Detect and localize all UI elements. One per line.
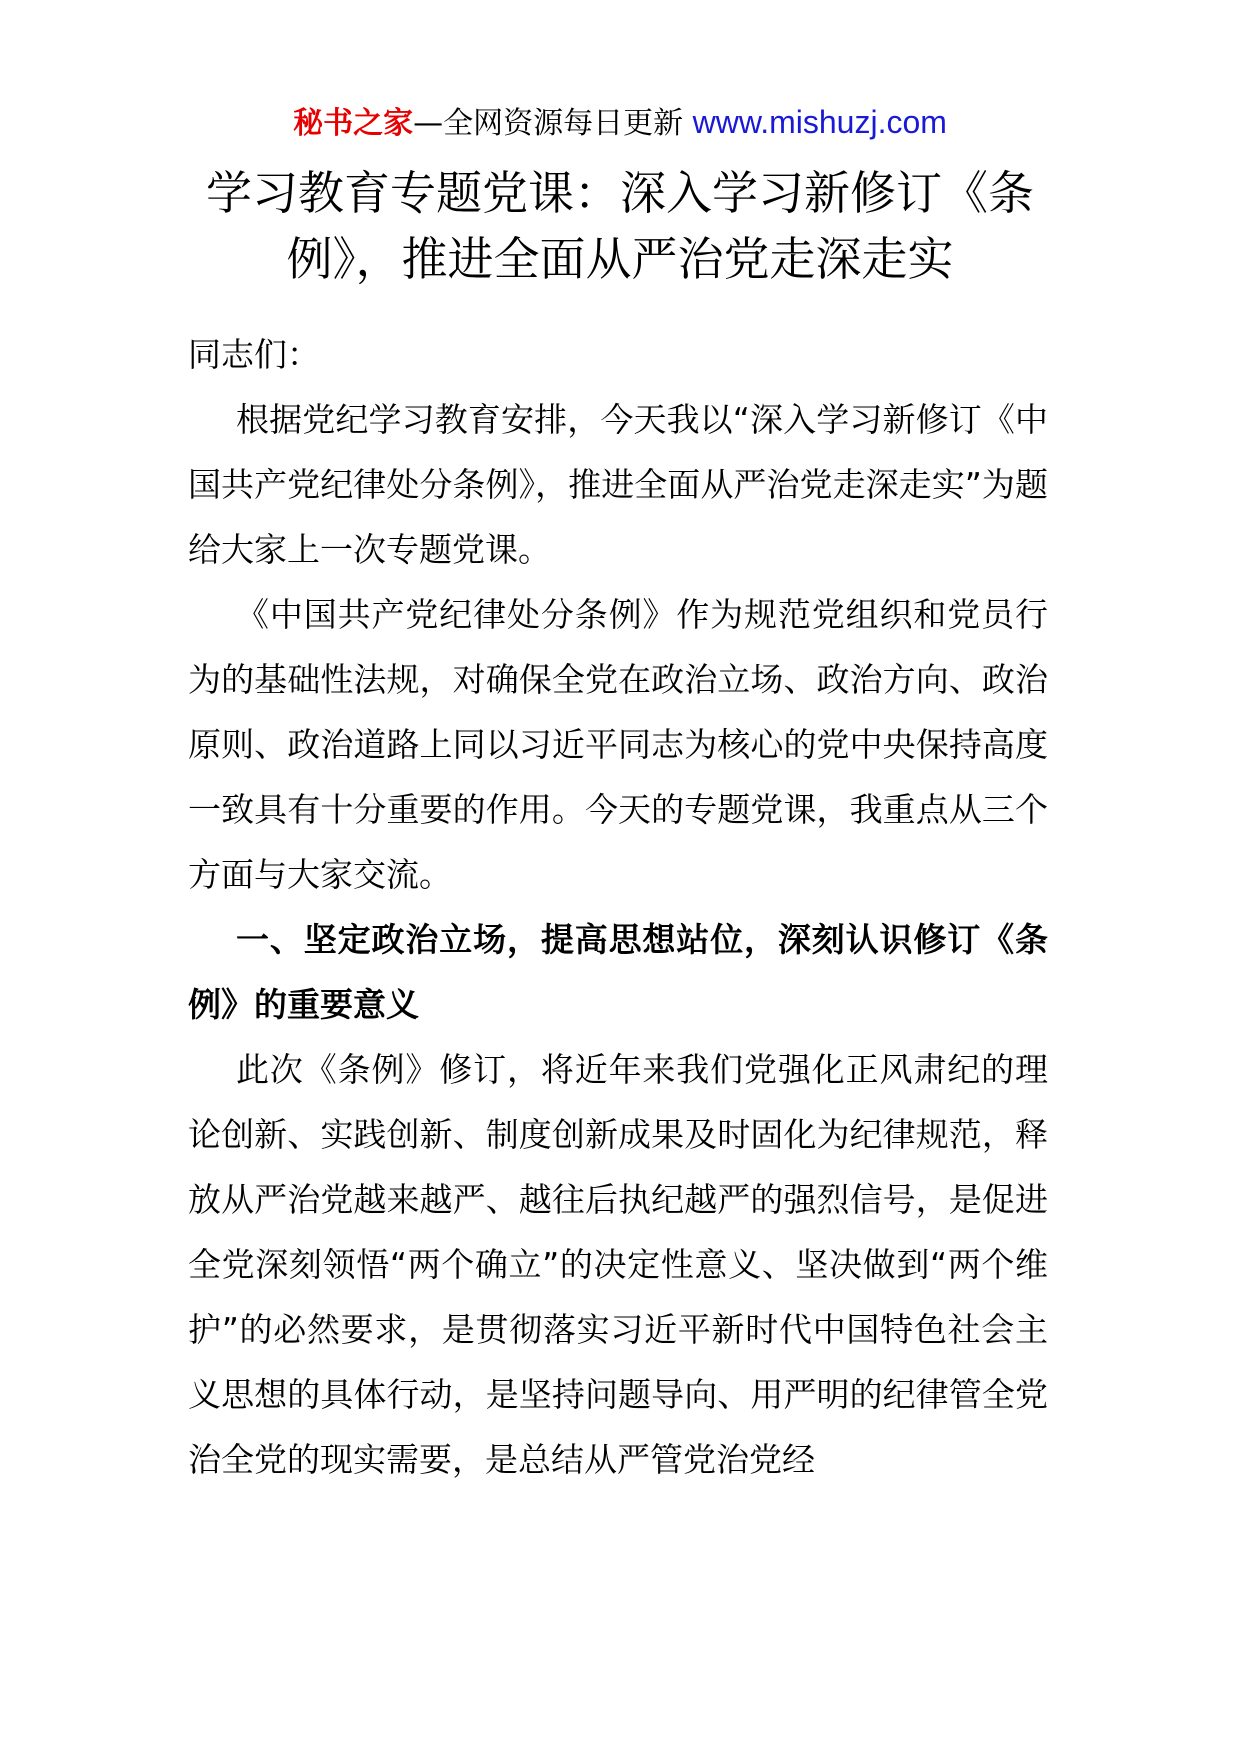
- paragraph-regulation-role: 《中国共产党纪律处分条例》作为规范党组织和党员行为的基础性法规，对确保全党在政治立场、政治方向、政治原则、政治道路上同以习近平同志为核心的党中央保持高度一致具有十分重要的作用。今天的专题党课，我重点从三个方面与大家交流。: [188, 595, 1048, 894]
- paragraph-intro: 根据党纪学习教育安排，今天我以“深入学习新修订《中国共产党纪律处分条例》，推进全面从严治党走深走实”为题给大家上一次专题党课。: [188, 400, 1048, 569]
- document-body: [188, 322, 1048, 1492]
- salutation: 同志们：: [188, 335, 320, 374]
- paragraph-revision-significance: 此次《条例》修订，将近年来我们党强化正风肃纪的理论创新、实践创新、制度创新成果及时固化为纪律规范，释放从严治党越来越严、越往后执纪越严的强烈信号，是促进全党深刻领悟“两个确立”的决定性意义、坚决做到“两个维护”的必然要求，是贯彻落实习近平新时代中国特色社会主义思想的具体行动，是坚持问题导向、用严明的纪律管全党治全党的现实需要，是总结从严管党治党经: [188, 1050, 1048, 1479]
- document-title: [180, 160, 1060, 292]
- document-title-line-1: 学习教育专题党课：深入学习新修订《条: [206, 166, 1034, 220]
- site-header: [0, 100, 1240, 146]
- site-url-link[interactable]: www.mishuzj.com: [692, 104, 947, 140]
- section-heading-1: 一、坚定政治立场，提高思想站位，深刻认识修订《条例》的重要意义: [188, 920, 1048, 1024]
- document-title-line-2: 例》，推进全面从严治党走深走实: [286, 232, 954, 286]
- site-slogan: —全网资源每日更新: [413, 106, 684, 141]
- site-name: 秘书之家: [293, 106, 414, 141]
